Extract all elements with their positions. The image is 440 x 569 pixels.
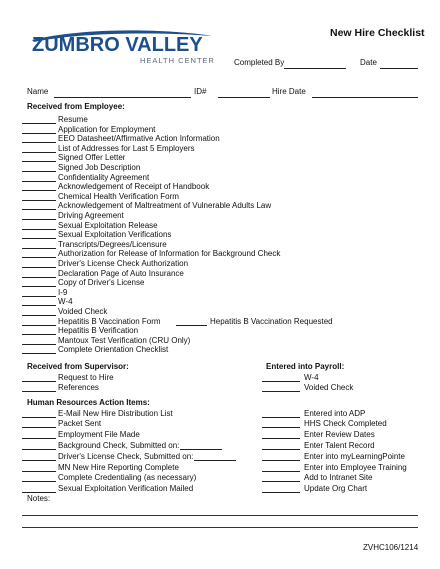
logo <box>22 26 217 70</box>
checkbox-line[interactable] <box>22 315 56 316</box>
notes-label: Notes: <box>27 494 51 503</box>
completed-by-field[interactable] <box>284 68 346 69</box>
checkbox-line[interactable] <box>22 142 56 143</box>
date-field[interactable] <box>380 68 418 69</box>
page-title: New Hire Checklist <box>330 27 425 39</box>
date-label: Date <box>360 58 377 67</box>
drivers-license-check-date-field[interactable] <box>194 460 236 461</box>
employee-section-heading: Received from Employee: <box>27 102 125 111</box>
hire-date-field[interactable] <box>312 97 418 98</box>
checkbox-line[interactable] <box>22 267 56 268</box>
form-code: ZVHC106/1214 <box>363 543 419 552</box>
checkbox-line[interactable] <box>22 171 56 172</box>
notes-line-1[interactable] <box>22 515 418 516</box>
checkbox-line[interactable] <box>22 181 56 182</box>
checkbox-line[interactable] <box>22 277 56 278</box>
checkbox-line[interactable] <box>22 344 56 345</box>
checkbox-line[interactable] <box>22 229 56 230</box>
checkbox-line[interactable] <box>22 200 56 201</box>
checkbox-line[interactable] <box>22 325 56 326</box>
checkbox-line[interactable] <box>22 417 56 418</box>
hr-section-heading: Human Resources Action Items: <box>27 398 150 407</box>
checkbox-line[interactable] <box>262 417 300 418</box>
checkbox-line[interactable] <box>262 460 300 461</box>
checkbox-line[interactable] <box>22 219 56 220</box>
checkbox-line[interactable] <box>262 427 300 428</box>
checkbox-line[interactable] <box>22 190 56 191</box>
checkbox-line[interactable] <box>22 257 56 258</box>
checkbox-line[interactable] <box>22 238 56 239</box>
logo-sub-text: HEALTH CENTER <box>140 56 215 65</box>
checkbox-line[interactable] <box>22 471 56 472</box>
checkbox-line[interactable] <box>22 427 56 428</box>
checkbox-line[interactable] <box>262 471 300 472</box>
checkbox-line[interactable] <box>22 296 56 297</box>
hep-b-requested-label: Hepatitis B Vaccination Requested <box>210 316 333 326</box>
checkbox-line[interactable] <box>22 460 56 461</box>
id-field[interactable] <box>218 97 270 98</box>
payroll-section-heading: Entered into Payroll: <box>266 362 345 371</box>
checkbox-line[interactable] <box>22 449 56 450</box>
checkbox-line[interactable] <box>22 481 56 482</box>
checkbox-line[interactable] <box>22 248 56 249</box>
checkbox-line[interactable] <box>22 305 56 306</box>
checkbox-line[interactable] <box>22 209 56 210</box>
background-check-date-field[interactable] <box>180 449 222 450</box>
notes-line-2[interactable] <box>22 527 418 528</box>
name-field[interactable] <box>54 97 191 98</box>
checkbox-line[interactable] <box>22 286 56 287</box>
checkbox-line[interactable] <box>22 123 56 124</box>
checkbox-line[interactable] <box>262 492 300 493</box>
checkbox-line[interactable] <box>22 381 56 382</box>
checkbox-line[interactable] <box>262 391 300 392</box>
checkbox-line[interactable] <box>22 438 56 439</box>
hire-date-label: Hire Date <box>272 87 306 96</box>
logo-main-text: ZUMBRO VALLEY <box>32 34 203 56</box>
id-label: ID# <box>194 87 207 96</box>
checkbox-line[interactable] <box>22 334 56 335</box>
checkbox-line[interactable] <box>262 449 300 450</box>
name-label: Name <box>27 87 49 96</box>
checkbox-line[interactable] <box>262 481 300 482</box>
supervisor-section-heading: Received from Supervisor: <box>27 362 129 371</box>
checkbox-line[interactable] <box>262 438 300 439</box>
hep-b-requested-field[interactable] <box>176 325 207 326</box>
completed-by-label: Completed By <box>234 58 285 67</box>
checkbox-line[interactable] <box>22 152 56 153</box>
checkbox-line[interactable] <box>22 391 56 392</box>
checkbox-line[interactable] <box>22 133 56 134</box>
checkbox-line[interactable] <box>262 381 300 382</box>
checkbox-line[interactable] <box>22 353 56 354</box>
checkbox-line[interactable] <box>22 161 56 162</box>
